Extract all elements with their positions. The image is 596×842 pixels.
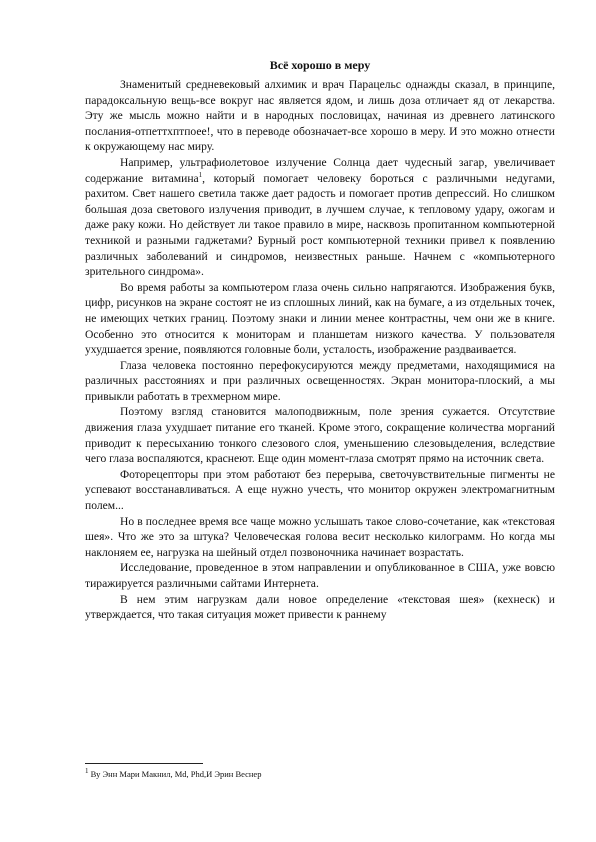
- footnote-divider: [85, 763, 203, 764]
- paragraph-eye-strain: Во время работы за компьютером глаза очень сильно напрягаются. Изображения букв, цифр, рисунков на экране состоят не из сплошных линий, как на бумаге, а из отдельных точек, не имеющих четких границ. Поэтому знаки и линии менее контрастны, чем они же в книге. Особенно это относится к мониторам и планшетам низкого качества. У пользователя ухудшается зрение, появляются головные боли, усталость, изображение раздваивается.: [85, 280, 555, 357]
- paragraph-ultraviolet: [85, 155, 555, 280]
- footnote-mark: 1: [85, 767, 89, 776]
- document-title: Всё хорошо в меру: [269, 58, 371, 72]
- paragraph-blinking: Поэтому взгляд становится малоподвижным, поле зрения сужается. Отсутствие движения глаза ухудшает питание его тканей. Кроме этого, сокращение количества морганий приводит к пересыханию тонкого слезового слоя, уменьшению слезовыделения, вследствие чего глаза воспаляются, краснеют. Еще один момент-глаза смотрят прямо на источник света.: [85, 405, 555, 466]
- paragraph-text: Например, ультрафиолетовое излучение Солнца дает чудесный загар, увеличивает содержание витамина: [85, 155, 555, 185]
- paragraph-research: Исследование, проведенное в этом направлении и опубликованное в США, уже вовсю тиражируется различными сайтами Интернета.: [85, 561, 555, 590]
- paragraph-definition: В нем этим нагрузкам дали новое определение «текстовая шея» (кехнеск) и утверждается, что такая ситуация может привести к раннему: [85, 592, 555, 622]
- footnote-reference: 1: [198, 170, 203, 179]
- paragraph-photoreceptors: Фоторецепторы при этом работают без перерыва, светочувствительные пигменты не успевают восстанавливаться. А еще нужно учесть, что монитор окружен электромагнитным полем...: [85, 467, 555, 513]
- paragraph-text: , который помогает человеку бороться с различными недугами, рахитом. Свет нашего светила также дает радость и помогает против депрессий. Но слишком большая доза светового излучения приводит, в лучшем случае, к тепловому удару, ожогам и даже раку кожи. Но действует ли такое правило в мире, насквозь пропитанном компьютерной техникой и разными гаджетами? Бурный рост компьютерной техники привел к появлению различных заболеваний и синдромов, неизвестных раньше. Начнем с «компьютерного зрительного синдрома».: [85, 171, 555, 279]
- paragraph-text-neck: Но в последнее время все чаще можно услышать такое слово-сочетание, как «текстовая шея». Что же это за штука? Человеческая голова весит несколько килограмм. Но когда мы наклоняем ее, нагрузка на шейный отдел позвоночника начинает возрастать.: [85, 514, 555, 559]
- paragraph-refocusing: Глаза человека постоянно перефокусируются между предметами, находящимися на различных расстояниях и при различных освещенностях. Экран монитора-плоский, а мы привыкли работать в трехмерном мире.: [85, 358, 555, 403]
- footnote-text: Ву Энн Мари Макнил, Md, Phd,И Эрин Веснер: [88, 769, 262, 779]
- paragraph-paracelsus: Знаменитый средневековый алхимик и врач Парацельс однажды сказал, в принципе, парадоксальную вещь-все вокруг нас является ядом, и лишь доза отличает яд от лекарства. Эту же мысль можно найти и в народных пословицах, начиная из древнего латинского послания-отпеттхптпоее!, что в переводе обозначает-все хорошо в меру. И это можно отнести к окружающему нас миру.: [85, 78, 555, 154]
- footnote: [85, 769, 555, 780]
- document-body: [85, 57, 555, 623]
